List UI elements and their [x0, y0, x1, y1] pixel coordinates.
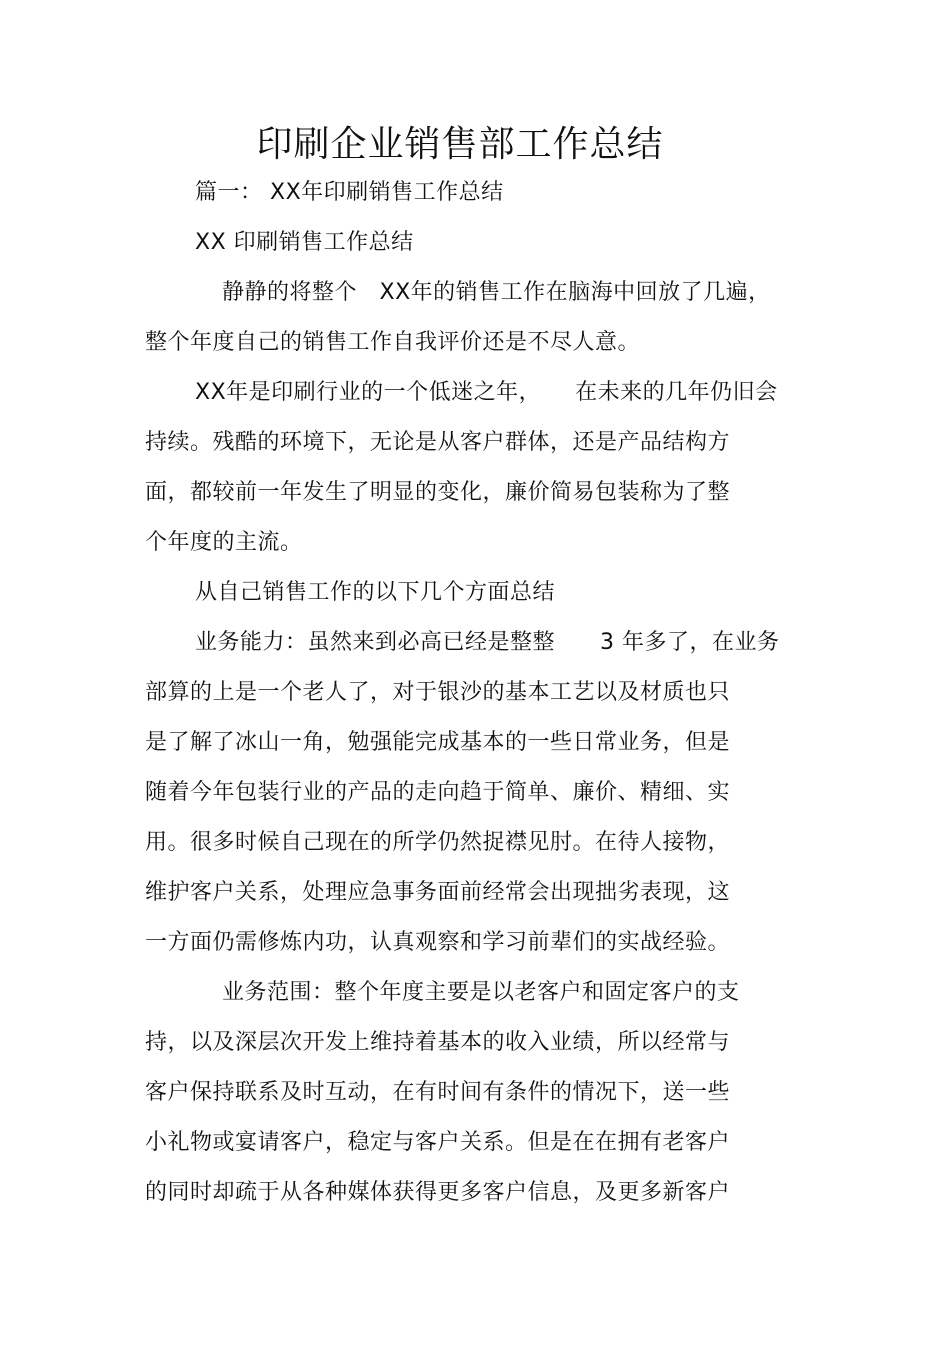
paragraph-line: 个年度的主流。	[145, 530, 303, 555]
subtitle: XX 印刷销售工作总结	[195, 230, 414, 255]
paragraph-line: 用。很多时候自己现在的所学仍然捉襟见肘。在待人接物，	[145, 830, 731, 855]
paragraph-line: 是了解了冰山一角，勉强能完成基本的一些日常业务，但是	[145, 730, 731, 755]
document-title: 印刷企业销售部工作总结	[256, 124, 664, 165]
paragraph-line: 业务能力：虽然来到必高已经是整整 3 年多了，在业务	[195, 630, 780, 655]
paragraph-line: 部算的上是一个老人了，对于银沙的基本工艺以及材质也只	[145, 680, 731, 705]
paragraph-line: XX年是印刷行业的一个低迷之年， 在未来的几年仍旧会	[195, 380, 778, 405]
paragraph-line: 维护客户关系，处理应急事务面前经常会出现拙劣表现，这	[145, 880, 731, 905]
paragraph-line: 从自己销售工作的以下几个方面总结	[195, 580, 556, 605]
paragraph-line: 随着今年包装行业的产品的走向趋于简单、廉价、精细、实	[145, 780, 731, 805]
paragraph-line: 持，以及深层次开发上维持着基本的收入业绩，所以经常与	[145, 1030, 731, 1055]
paragraph-line: 小礼物或宴请客户，稳定与客户关系。但是在在拥有老客户	[145, 1130, 731, 1155]
paragraph-line: 的同时却疏于从各种媒体获得更多客户信息，及更多新客户	[145, 1180, 731, 1205]
paragraph-line: 业务范围：整个年度主要是以老客户和固定客户的支	[222, 980, 740, 1005]
paragraph-line: 整个年度自己的销售工作自我评价还是不尽人意。	[145, 330, 641, 355]
paragraph-line: 一方面仍需修炼内功，认真观察和学习前辈们的实战经验。	[145, 930, 731, 955]
paragraph-line: 静静的将整个 XX年的销售工作在脑海中回放了几遍，	[222, 280, 771, 305]
paragraph-line: 面，都较前一年发生了明显的变化，廉价简易包装称为了整	[145, 480, 731, 505]
paragraph-line: 持续。残酷的环境下，无论是从客户群体，还是产品结构方	[145, 430, 731, 455]
section-heading: 篇一： XX年印刷销售工作总结	[195, 180, 504, 205]
paragraph-line: 客户保持联系及时互动，在有时间有条件的情况下，送一些	[145, 1080, 731, 1105]
